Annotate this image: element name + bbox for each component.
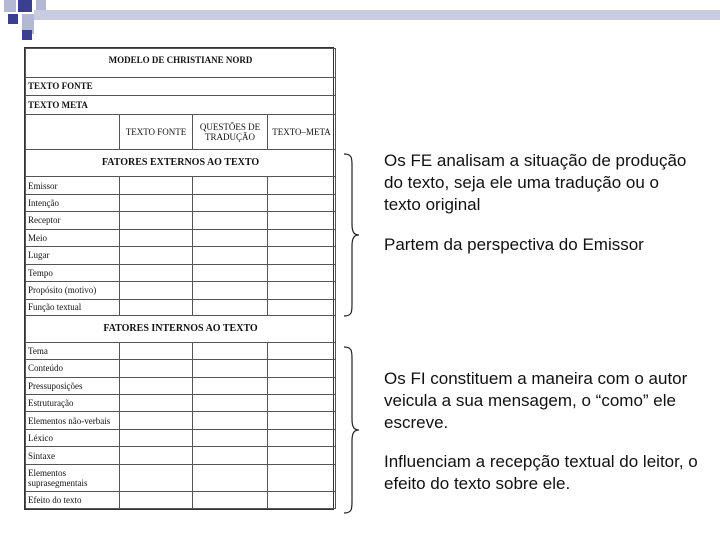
empty-cell: [268, 212, 336, 229]
empty-cell: [268, 395, 336, 412]
factor-row: [26, 464, 336, 491]
row-texto-meta: TEXTO META: [26, 96, 336, 114]
empty-cell: [120, 429, 193, 446]
empty-cell: [120, 177, 193, 194]
external-factor-label: Meio: [26, 229, 120, 246]
empty-cell: [268, 429, 336, 446]
empty-cell: [268, 177, 336, 194]
empty-cell: [268, 491, 336, 509]
decor-square-4: [8, 14, 18, 24]
col-header-texto-fonte: TEXTO FONTE: [120, 114, 193, 149]
empty-cell: [268, 282, 336, 299]
internal-brace: [340, 345, 362, 515]
external-factor-label: Receptor: [26, 212, 120, 229]
factor-row: [26, 377, 336, 394]
factor-row: [26, 177, 336, 194]
internal-factor-label: Léxico: [26, 429, 120, 446]
empty-cell: [268, 299, 336, 315]
factor-row: [26, 264, 336, 281]
internal-factor-label: Sintaxe: [26, 447, 120, 464]
internal-factor-label: Pressuposições: [26, 377, 120, 394]
external-factor-label: Função textual: [26, 299, 120, 315]
empty-cell: [120, 342, 193, 359]
factor-row: [26, 212, 336, 229]
external-brace: [340, 152, 362, 318]
empty-cell: [193, 177, 268, 194]
empty-cell: [268, 447, 336, 464]
empty-cell: [120, 299, 193, 315]
internal-factor-label: Elementos suprasegmentais: [26, 464, 120, 491]
empty-cell: [120, 447, 193, 464]
empty-cell: [193, 377, 268, 394]
external-factor-label: Tempo: [26, 264, 120, 281]
decor-square-2: [18, 0, 32, 12]
empty-cell: [193, 264, 268, 281]
factor-row: [26, 299, 336, 315]
factor-row: [26, 247, 336, 264]
col-header-questoes: QUESTÕES DE TRADUÇÃO: [193, 114, 268, 149]
empty-cell: [193, 491, 268, 509]
internal-factor-label: Estruturação: [26, 395, 120, 412]
factor-row: [26, 282, 336, 299]
empty-cell: [268, 377, 336, 394]
header-blank: [26, 114, 120, 149]
factor-row: [26, 360, 336, 377]
empty-cell: [193, 360, 268, 377]
factor-row: [26, 429, 336, 446]
empty-cell: [120, 491, 193, 509]
empty-cell: [268, 360, 336, 377]
decor-square-6: [22, 30, 32, 40]
external-factor-label: Propósito (motivo): [26, 282, 120, 299]
empty-cell: [193, 429, 268, 446]
fi-description: Os FI constituem a maneira com o autor veicula a sua mensagem, o “como” ele escreve.: [384, 369, 688, 432]
empty-cell: [268, 229, 336, 246]
decor-square-3: [36, 0, 46, 10]
empty-cell: [193, 412, 268, 429]
table-title: MODELO DE CHRISTIANE NORD: [26, 49, 336, 78]
external-factor-label: Emissor: [26, 177, 120, 194]
empty-cell: [193, 395, 268, 412]
empty-cell: [193, 194, 268, 211]
empty-cell: [120, 464, 193, 491]
empty-cell: [268, 194, 336, 211]
internal-factor-label: Efeito do texto: [26, 491, 120, 509]
external-factor-label: Intenção: [26, 194, 120, 211]
row-texto-fonte: TEXTO FONTE: [26, 77, 336, 95]
nord-model-table: [24, 47, 334, 510]
internal-factor-label: Elementos não-verbais: [26, 412, 120, 429]
internal-factor-label: Conteúdo: [26, 360, 120, 377]
factor-row: [26, 342, 336, 359]
empty-cell: [193, 447, 268, 464]
empty-cell: [120, 247, 193, 264]
external-factor-label: Lugar: [26, 247, 120, 264]
empty-cell: [120, 212, 193, 229]
col-header-texto-meta: TEXTO–META: [268, 114, 336, 149]
fi-influence: Influenciam a recepção textual do leitor, o efeito do texto sobre ele.: [384, 452, 698, 493]
empty-cell: [120, 282, 193, 299]
fe-description: Os FE analisam a situação de produção do texto, seja ele uma tradução ou o texto original: [384, 151, 687, 214]
top-decor-bar: [34, 10, 720, 20]
decor-square-1: [4, 0, 16, 12]
factor-row: [26, 412, 336, 429]
empty-cell: [268, 464, 336, 491]
empty-cell: [193, 464, 268, 491]
empty-cell: [268, 264, 336, 281]
factor-row: [26, 447, 336, 464]
factor-row: [26, 194, 336, 211]
empty-cell: [120, 229, 193, 246]
fe-perspective: Partem da perspectiva do Emissor: [384, 235, 644, 254]
section-external: FATORES EXTERNOS AO TEXTO: [26, 149, 336, 177]
empty-cell: [120, 412, 193, 429]
empty-cell: [268, 412, 336, 429]
factor-row: [26, 395, 336, 412]
empty-cell: [193, 282, 268, 299]
empty-cell: [120, 395, 193, 412]
empty-cell: [193, 247, 268, 264]
section-internal: FATORES INTERNOS AO TEXTO: [26, 315, 336, 342]
factor-row: [26, 491, 336, 509]
empty-cell: [120, 194, 193, 211]
empty-cell: [193, 342, 268, 359]
factor-row: [26, 229, 336, 246]
empty-cell: [193, 229, 268, 246]
empty-cell: [193, 299, 268, 315]
empty-cell: [120, 360, 193, 377]
empty-cell: [193, 212, 268, 229]
empty-cell: [268, 342, 336, 359]
empty-cell: [120, 264, 193, 281]
empty-cell: [120, 377, 193, 394]
empty-cell: [268, 247, 336, 264]
internal-factor-label: Tema: [26, 342, 120, 359]
